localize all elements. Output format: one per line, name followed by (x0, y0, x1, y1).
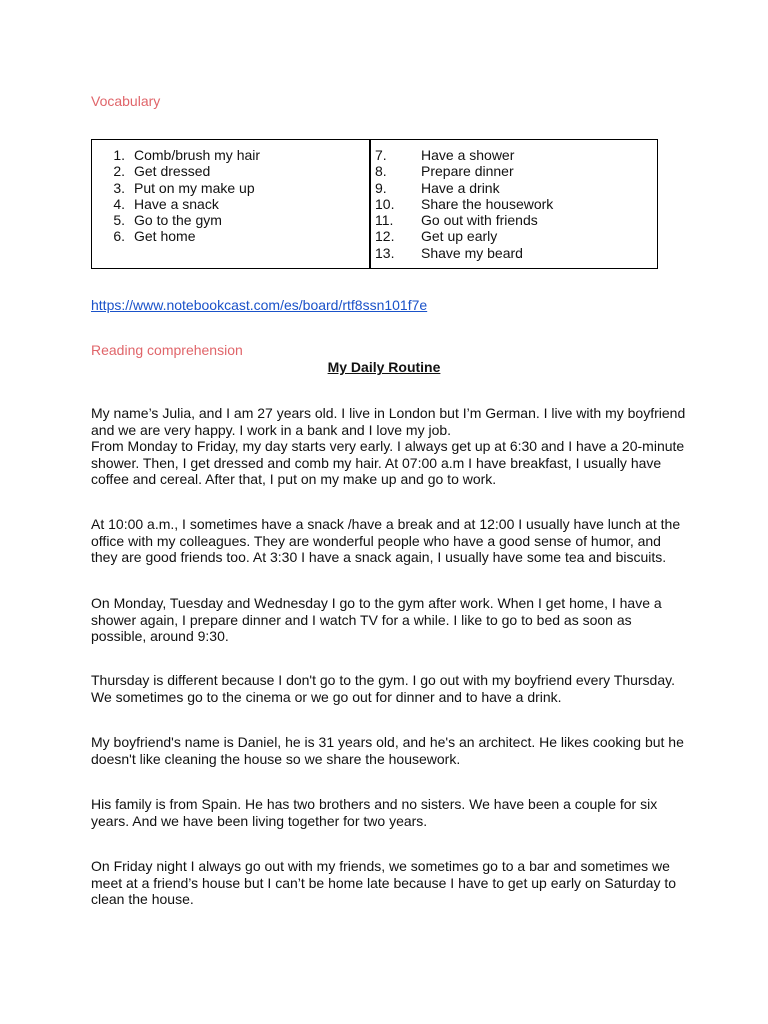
vocab-text: Put on my make up (134, 179, 255, 196)
vocab-item (375, 212, 553, 228)
text-line: At 10:00 a.m., I sometimes have a snack /have a break and at 12:00 I usually have lunch at the (91, 516, 681, 532)
vocab-text: Have a shower (421, 147, 515, 163)
paragraph-boyfriend (91, 734, 691, 767)
vocab-text: Go out with friends (421, 212, 538, 229)
vocab-number: 8. (375, 163, 387, 180)
vocab-text: Shave my beard (421, 244, 523, 261)
vocabulary-heading: Vocabulary (91, 93, 161, 109)
paragraph-thursday (91, 672, 691, 705)
vocab-number: 4. (113, 195, 125, 212)
paragraph-friday (91, 858, 691, 908)
document-title: My Daily Routine (327, 359, 441, 375)
text-line: office with my colleagues. They are wonderful people who have a good sense of humor, and (91, 532, 661, 549)
vocab-text: Prepare dinner (421, 163, 514, 180)
text-line: My name’s Julia, and I am 27 years old. I live in London but I’m German. I live with my boyfriend (91, 405, 686, 421)
vocab-text: Get dressed (134, 163, 211, 180)
vocab-text: Have a drink (421, 179, 500, 196)
text-line: From Monday to Friday, my day starts very early. I always get up at 6:30 and I have a 20-minute (91, 438, 685, 454)
text-line: shower again, I prepare dinner and I watch TV for a while. I like to go to bed as soon as (91, 611, 632, 628)
reading-comprehension-heading: Reading comprehension (91, 342, 243, 358)
text-line: they are good friends too. At 3:30 I have a snack again, I usually have some tea and biscuits. (91, 549, 667, 565)
vocab-number: 9. (375, 179, 387, 196)
vocabulary-table (91, 139, 658, 269)
text-line: shower. Then, I get dressed and comb my hair. At 07:00 a.m I have breakfast, I usually have (91, 454, 662, 471)
text-line: meet at a friend’s house but I can’t be home late because I have to get up early on Saturday to (91, 874, 677, 891)
paragraph-morning (91, 516, 691, 566)
vocab-item (92, 196, 260, 212)
vocab-item (375, 163, 553, 179)
text-line: possible, around 9:30. (91, 628, 229, 644)
vocab-number: 3. (113, 179, 125, 196)
vocab-number: 10. (375, 195, 395, 212)
vocab-item (92, 228, 260, 244)
vocab-number: 13. (375, 244, 395, 261)
vocab-item (375, 147, 553, 163)
text-line: We sometimes go to the cinema or we go out for dinner and to have a drink. (91, 688, 562, 705)
text-line: On Friday night I always go out with my friends, we sometimes go to a bar and sometimes we (91, 858, 670, 874)
vocabulary-list-right (375, 147, 553, 261)
text-line: His family is from Spain. He has two brothers and no sisters. We have been a couple for six (91, 796, 658, 812)
text-line: My boyfriend's name is Daniel, he is 31 years old, and he's an architect. He likes cooking but he (91, 734, 684, 750)
vocab-text: Get home (134, 228, 196, 245)
text-line: On Monday, Tuesday and Wednesday I go to the gym after work. When I get home, I have a (91, 595, 662, 611)
vocab-text: Get up early (421, 228, 498, 245)
vocab-number: 2. (113, 163, 125, 180)
vocab-text: Share the housework (421, 195, 554, 212)
vocab-text: Have a snack (134, 195, 219, 212)
paragraph-intro (91, 405, 691, 488)
vocab-item (375, 245, 553, 261)
vocab-number: 11. (375, 212, 394, 229)
vocab-item (92, 147, 260, 163)
vocab-text: Go to the gym (134, 212, 222, 229)
vocab-item (375, 180, 553, 196)
text-line: and we are very happy. I work in a bank and I love my job. (91, 421, 452, 438)
text-line: coffee and cereal. After that, I put on my make up and go to work. (91, 471, 497, 487)
vocab-item (92, 180, 260, 196)
vocabulary-column-right (371, 140, 657, 268)
paragraph-family (91, 796, 691, 829)
vocab-text: Comb/brush my hair (134, 147, 261, 163)
vocab-number: 5. (113, 212, 125, 229)
vocab-item (375, 228, 553, 244)
vocab-item (375, 196, 553, 212)
vocab-item (92, 212, 260, 228)
vocabulary-list-left (92, 147, 260, 245)
text-line: Thursday is different because I don't go to the gym. I go out with my boyfriend every Thursday. (91, 672, 675, 688)
text-line: clean the house. (91, 891, 194, 907)
text-line: years. And we have been living together for two years. (91, 812, 428, 829)
vocab-number: 12. (375, 228, 395, 245)
vocab-item (92, 163, 260, 179)
text-line: doesn't like cleaning the house so we share the housework. (91, 750, 461, 767)
vocabulary-column-left (92, 140, 371, 268)
notebookcast-board-link[interactable]: https://www.notebookcast.com/es/board/rtf8ssn101f7e (91, 297, 428, 313)
vocab-number: 7. (375, 147, 387, 163)
paragraph-gym (91, 595, 691, 645)
vocab-number: 6. (113, 228, 125, 245)
vocab-number: 1. (113, 147, 125, 163)
